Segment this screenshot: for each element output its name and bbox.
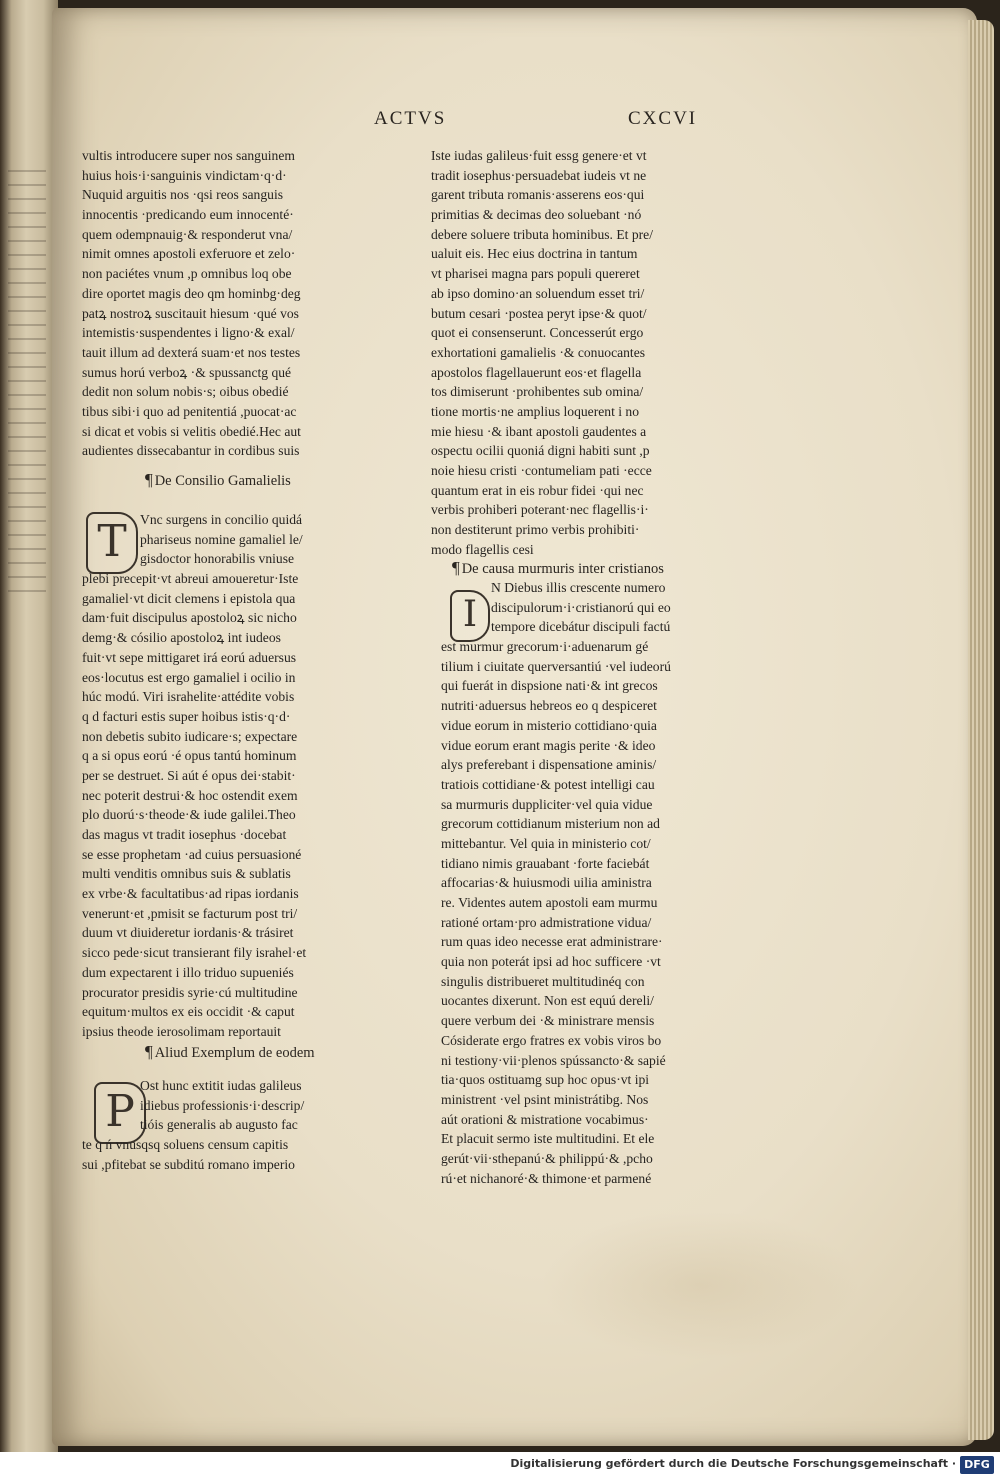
decorated-initial-p: P	[94, 1082, 146, 1144]
text-line: ministrent ·vel psint ministrátibg. Nos	[441, 1091, 649, 1107]
text-line: modo flagellis cesi	[431, 541, 534, 557]
text-line: gamaliel·vt dicit clemens i epistola qua	[82, 590, 296, 606]
text-line: q d facturi estis super hoibus istis·q·d·	[82, 708, 291, 724]
text-line: N Diebus illis crescente numero	[491, 580, 666, 595]
text-line: sui ,pfitebat se subditú romano imperio	[82, 1156, 295, 1172]
verso-text-traces	[8, 170, 46, 600]
footer-credit: Digitalisierung gefördert durch die Deutsche Forschungsgemeinschaft ·	[510, 1457, 956, 1470]
text-line: alys preferebant i dispensatione aminis/	[441, 757, 657, 773]
text-line: nutriti·aduersus hebreos eo q despiceret	[441, 698, 657, 714]
page-fore-edge	[968, 20, 994, 1440]
text-line: non paciétes vnum ,p omnibus loq obe	[82, 266, 292, 282]
text-line: procurator presidis syrie·cú multitudine	[82, 984, 298, 1000]
text-line: innocentis ·predicando eum innocenté·	[82, 207, 294, 223]
text-line: non destiterunt primo verbis prohibiti·	[431, 522, 640, 538]
text-line: demg·& cósilio apostoloꝝ int iudeos	[82, 630, 281, 646]
rubric-text: Aliud Exemplum de eodem	[154, 1045, 315, 1061]
text-line: Et placuit sermo iste multitudini. Et ele	[441, 1131, 655, 1147]
text-line: equitum·multos ex eis occidit ·& caput	[82, 1004, 295, 1020]
pilcrow-icon: ¶	[452, 558, 460, 577]
pilcrow-icon: ¶	[145, 1042, 153, 1061]
text-line: apostolos flagellauerunt eos·et flagella	[431, 364, 642, 380]
text-line: tia·quos ostituamg sup hoc opus·vt ipi	[441, 1072, 650, 1088]
rubric-aliud-exemplum	[145, 1042, 315, 1062]
text-line: multi venditis omnibus suis & sublatis	[82, 866, 291, 882]
text-line: aút orationi & mistratione vocabimus·	[441, 1111, 649, 1127]
text-line: rú·et nichanoré·& thimone·et parmené	[441, 1170, 652, 1186]
text-line: gerút·vii·sthepanú·& philippú·& ,pcho	[441, 1150, 653, 1166]
text-line: sa murmuris duppliciter·vel quia vidue	[441, 796, 653, 812]
text-line: grecorum cottidianum misterium non ad	[441, 816, 660, 832]
text-line: verbis prohiberi poterant·nec flagellis·i·	[431, 502, 649, 518]
rubric-de-consilio	[145, 470, 291, 490]
rubric-text: De causa murmuris inter cristianos	[461, 561, 664, 577]
text-line: fuit·vt sepe mittigaret irá eorú aduersus	[82, 649, 297, 665]
text-line: intemistis·suspendentes i ligno·& exal/	[82, 325, 295, 341]
text-line: dam·fuit discipulus apostoloꝝ sic nicho	[82, 610, 297, 626]
text-line: Iste iudas galileus·fuit essg genere·et vt	[431, 148, 647, 163]
text-line: primitias & decimas deo soluebant ·nó	[431, 207, 642, 223]
text-line: tauit illum ad dexterá suam·et nos testes	[82, 344, 301, 360]
text-line: eos·locutus est ergo gamaliel i ocilio in	[82, 669, 296, 685]
text-line: re. Videntes autem apostoli eam murmu	[441, 895, 658, 910]
text-line: mittebantur. Vel quia in ministerio cot/	[441, 835, 651, 851]
left-paragraph-2	[82, 1076, 382, 1174]
text-line: das magus vt tradit iosephus ·docebat	[82, 827, 287, 842]
verso-page-edge	[0, 0, 58, 1452]
digitization-footer	[0, 1452, 1000, 1479]
text-line: exhortationi gamalielis ·& conuocantes	[431, 344, 646, 360]
text-line: debere soluere tributa hominibus. Et pre/	[431, 226, 653, 242]
text-line: butum cesari ·postea peryt ipse·& quot/	[431, 305, 647, 321]
text-line: ex vrbe·& facultatibus·ad ripas iordanis	[82, 886, 299, 902]
text-line: gisdoctor honorabilis vniuse	[140, 551, 295, 567]
right-paragraph-1	[431, 146, 731, 559]
rubric-text: De Consilio Gamalielis	[154, 473, 291, 489]
text-line: Ost hunc extitit iudas galileus	[140, 1078, 302, 1093]
text-line: duum vt diuideretur iordanis·& trásiret	[82, 925, 294, 941]
paper-stain	[540, 1210, 860, 1360]
text-line: tos dimiserunt ·prohibentes sub omina/	[431, 384, 644, 400]
text-line: idiebus professionis·i·descrip/	[140, 1097, 305, 1113]
text-line: ualuit eis. Hec eius doctrina in tantum	[431, 246, 638, 262]
text-line: vultis introducere super nos sanguinem	[82, 148, 295, 163]
text-line: tibus sibi·i quo ad penitentiá ,puocat·ac	[82, 403, 297, 419]
text-line: Vnc surgens in concilio quidá	[140, 512, 303, 527]
text-line: vidue eorum erant magis perite ·& ideo	[441, 737, 656, 753]
text-line: tilium i ciuitate querversantiú ·vel iudeorú	[441, 658, 671, 674]
text-line: venerunt·et ,pmisit se facturum post tri/	[82, 905, 298, 921]
folio-number: CXCVI	[628, 108, 698, 129]
text-line: quot ei consenserunt. Concesserút ergo	[431, 325, 644, 341]
text-line: nec poterit destrui·& hoc ostendit exem	[82, 787, 298, 803]
left-paragraph-1	[82, 510, 382, 1042]
text-line: dire oportet magis deo qm hominbg·deg	[82, 285, 301, 301]
text-line: garent tributa romanis·asserens eos·qui	[431, 187, 645, 203]
text-line: affocarias·& huiusmodi uilia aministra	[441, 875, 652, 891]
text-line: vidue eorum in misterio cottidiano·quia	[441, 717, 657, 733]
decorated-initial-i: I	[450, 590, 490, 642]
text-line: audientes dissecabantur in cordibus suis	[82, 443, 300, 459]
rubric-de-causa	[452, 558, 664, 578]
text-line: si dicat et vobis si velitis obedié.Hec aut	[82, 423, 301, 439]
text-line: est murmur grecorum·i·aduenarum gé	[441, 639, 649, 655]
text-line: ab ipso domino·an soluendum esset tri/	[431, 285, 645, 301]
text-line: te q ń vnusqsq soluens censum capitis	[82, 1137, 289, 1153]
text-line: plo duorú·s·theode·& iude galilei.Theo	[82, 807, 296, 823]
text-line: tione mortis·ne amplius loquerent i no	[431, 403, 640, 419]
text-line: sumus horú verboꝝ ·& spussanctg qué	[82, 364, 292, 380]
text-line: tióis generalis ab augusto fac	[140, 1117, 298, 1133]
text-line: nimit omnes apostoli exferuore et zelo·	[82, 246, 296, 262]
text-line: quia non poterát ipsi ad hoc sufficere ·vt	[441, 954, 661, 970]
text-line: quere verbum dei ·& ministrare mensis	[441, 1013, 655, 1029]
text-line: ipsius theode ierosolimam reportauit	[82, 1023, 281, 1039]
text-line: huius hois·i·sanguinis vindictam·q·d·	[82, 167, 287, 183]
left-column	[82, 146, 382, 461]
text-line: qui fuerát in dispsione nati·& int grecos	[441, 678, 658, 694]
text-line: mie hiesu ·& ibant apostoli gaudentes a	[431, 423, 647, 439]
text-line: vt pharisei magna pars populi quereret	[431, 266, 640, 282]
pilcrow-icon: ¶	[145, 470, 153, 489]
text-line: sicco pede·sicut transierant fily israhel·et	[82, 945, 307, 961]
text-line: uocantes dixerunt. Non est equú dereli/	[441, 993, 654, 1009]
text-line: noie hiesu cristi ·contumeliam pati ·ecce	[431, 463, 652, 478]
text-line: plebi precepit·vt abreui amoueretur·Iste	[82, 571, 299, 587]
text-line: ni testiony·vii·plenos spússancto·& sapié	[441, 1052, 666, 1068]
right-paragraph-2	[441, 578, 741, 1188]
text-line: húc modú. Viri israhelite·attédite vobis	[82, 689, 295, 705]
text-line: Nuquid arguitis nos ·qsi reos sanguis	[82, 187, 284, 203]
text-line: dum expectarent i illo triduo supueniés	[82, 964, 294, 980]
running-title: ACTVS	[374, 108, 447, 129]
text-line: discipulorum·i·cristianorú qui eo	[491, 599, 671, 615]
decorated-initial-t: T	[86, 512, 138, 574]
text-line: dedit non solum nobis·s; oibus obedié	[82, 384, 289, 400]
text-line: tidiano nimis grauabant ·forte faciebát	[441, 855, 650, 871]
text-line: singulis distribueret multitudinéq con	[441, 973, 645, 989]
text-line: tradit iosephus·persuadebat iudeis vt ne	[431, 167, 647, 183]
text-line: rationé ortam·pro admistratione vidua/	[441, 914, 652, 930]
text-line: tratiois cottidiane·& potest intelligi cau	[441, 776, 655, 792]
text-line: se esse prophetam ·ad cuius persuasioné	[82, 846, 302, 862]
text-line: per se destruet. Si aút é opus dei·stabit·	[82, 767, 296, 783]
text-line: non debetis subito iudicare·s; expectare	[82, 728, 298, 744]
text-line: quantum erat in eis robur fidei ·qui nec	[431, 482, 644, 498]
text-line: ospectu ocilii quoniá digni habiti sunt ,p	[431, 443, 650, 459]
text-line: Cósiderate ergo fratres ex vobis viros bo	[441, 1032, 662, 1048]
text-line: phariseus nomine gamaliel le/	[140, 531, 303, 547]
text-line: rum quas ideo necesse erat administrare·	[441, 934, 663, 950]
text-line: patꝝ nostroꝝ suscitauit hiesum ·qué vos	[82, 305, 299, 321]
dfg-logo: DFG	[960, 1456, 994, 1474]
text-line: quem odempnauig·& responderut vna/	[82, 226, 293, 242]
text-line: q a si opus eorú ·é opus tantú hominum	[82, 748, 297, 764]
text-line: tempore dicebátur discipuli factú	[491, 619, 671, 635]
